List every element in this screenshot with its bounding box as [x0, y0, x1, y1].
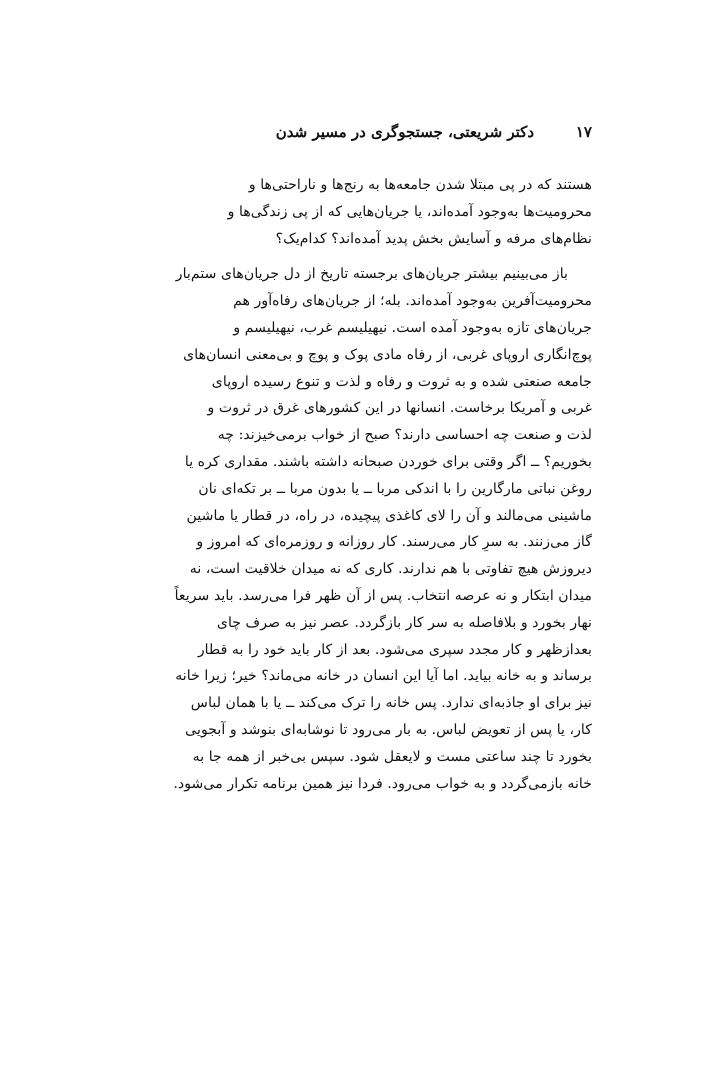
text-line: محرومیت‌ها به‌وجود آمده‌اند، یا جریان‌هایی که از پی زندگی‌ها و	[227, 203, 592, 220]
text-line: نهار بخورد و بلافاصله به سر کار بازگردد. عصر نیز به صرف چای	[216, 614, 592, 631]
text-line: نظام‌های مرفه و آسایش بخش پدید آمده‌اند؟ کدام‌یک؟	[275, 230, 592, 247]
body-text	[116, 172, 592, 797]
text-line: لذت و صنعت چه احساسی دارند؟ صبح از خواب برمی‌خیزند: چه	[217, 427, 592, 444]
text-line: نیز برای او جاذبه‌ای ندارد. پس خانه را ترک می‌کند ــ یا با همان لباس	[190, 695, 592, 712]
page-number: ۱۷	[575, 123, 592, 141]
paragraph-2	[116, 261, 592, 797]
text-line: پوچ‌انگاری اروپای غربی، از رفاه مادی پوک و پوچ و بی‌معنی انسان‌های	[183, 346, 592, 363]
text-line: دیروزش هیچ تفاوتی با هم ندارند. کاری که نه میدان خلاقیت است، نه	[189, 561, 592, 578]
text-line: بخورد تا چند ساعتی مست و لایعقل شود. سپس بی‌خبر از همه جا به	[192, 748, 592, 765]
text-line: باز می‌بینیم بیشتر جریان‌های برجسته تاریخ از دل جریان‌های ستم‌بار	[175, 266, 568, 283]
text-line: خانه بازمی‌گردد و به خواب می‌رود. فردا نیز همین برنامه تکرار می‌شود.	[173, 775, 592, 792]
text-line: برساند و به خانه بیاید. اما آیا این انسان در خانه می‌ماند؟ خیر؛ زیرا خانه	[175, 668, 592, 685]
paragraph-gap	[116, 252, 592, 261]
paragraph-1	[116, 172, 592, 252]
text-line: کار، یا پس از تعویض لباس. به بار می‌رود تا نوشابه‌ای بنوشد و آبجویی	[185, 721, 592, 738]
running-head-title: دکتر شریعتی، جستجوگری در مسیر شدن	[275, 123, 534, 141]
text-line: جریان‌های تازه به‌وجود آمده است. نیهیلیسم غرب، نیهیلیسم و	[233, 319, 592, 336]
text-line: هستند که در پی مبتلا شدن جامعه‌ها به رنج‌ها و ناراحتی‌ها و	[248, 177, 592, 193]
text-line: گاز می‌زنند. به سرِ کار می‌رسند. کار روزانه و روزمره‌ای که امروز و	[196, 534, 592, 551]
text-line: غربی و آمریکا برخاست. انسانها در این کشورهای غرق در ثروت و	[207, 400, 592, 417]
text-line: بعدازظهر و کار مجدد سپری می‌شود. بعد از کار باید خود را به قطار	[197, 641, 592, 658]
text-line: محرومیت‌آفرین به‌وجود آمده‌اند. بله؛ از جریان‌های رفاه‌آور هم	[233, 293, 592, 310]
text-line: جامعه صنعتی شده و به ثروت و رفاه و لذت و تنوع رسیده اروپای	[211, 373, 592, 390]
text-line: بخوریم؟ ــ اگر وقتی برای خوردن صبحانه داشته باشند. مقداری کره یا	[184, 453, 592, 470]
text-line: ماشینی می‌مالند و آن را لای کاغذی پیچیده، در راه، در قطار یا ماشین	[186, 507, 592, 524]
text-line: روغن نباتی مارگارین را با اندکی مربا ــ یا بدون مربا ــ بر تکه‌ای نان	[198, 480, 592, 497]
text-line: میدان ابتکار و نه عرصه انتخاب. پس از آن ظهر فرا می‌رسد. باید سریعاً	[174, 587, 592, 604]
running-head	[116, 120, 592, 144]
